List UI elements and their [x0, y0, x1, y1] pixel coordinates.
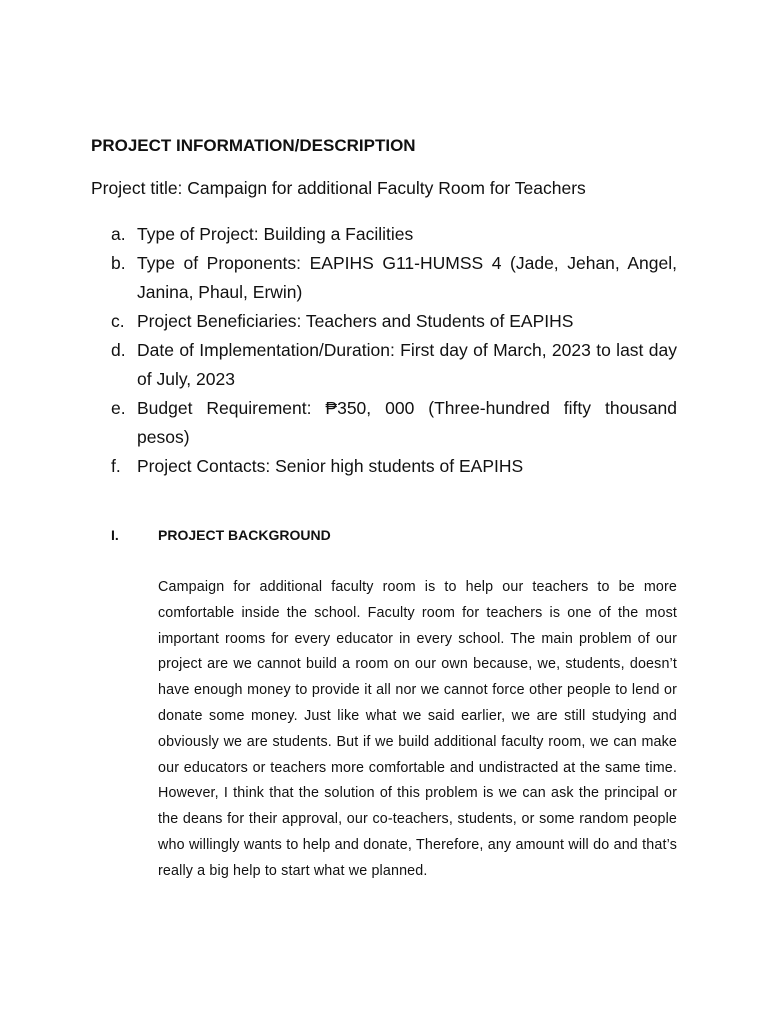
- list-item: [91, 307, 677, 336]
- project-info-list: [91, 220, 677, 481]
- list-item: [91, 249, 677, 307]
- list-item: [91, 336, 677, 394]
- list-item: [91, 394, 677, 452]
- background-section-number: I.: [111, 527, 119, 543]
- list-marker: b.: [111, 253, 126, 273]
- list-marker: d.: [111, 340, 126, 360]
- list-item: [91, 220, 677, 249]
- list-item-text: Project Beneficiaries: Teachers and Students of EAPIHS: [137, 311, 574, 331]
- list-item-text: Date of Implementation/Duration: First day of March, 2023 to last day of July, 2023: [137, 340, 677, 389]
- list-marker: c.: [111, 311, 125, 331]
- list-marker: f.: [111, 456, 121, 476]
- project-title: Project title: Campaign for additional Faculty Room for Teachers: [91, 178, 586, 198]
- background-section-title: PROJECT BACKGROUND: [158, 527, 331, 543]
- background-paragraph: Campaign for additional faculty room is to help our teachers to be more comfortable inside the school. Faculty room for teachers is one of the most important rooms for every educator in every school. The main problem of our project are we cannot build a room on our own because, we, students, doesn’t have enough money to provide it all nor we cannot force other people to lend or donate some money. Just like what we said earlier, we are still studying and obviously we are students. But if we build additional faculty room, we can make our educators or teachers more comfortable and undistracted at the same time. However, I think that the solution of this problem is we can ask the principal or the deans for their approval, our co-teachers, students, or some random people who willingly wants to help and donate, Therefore, any amount will do and that’s really a big help to start what we planned.: [158, 579, 677, 879]
- list-marker: e.: [111, 398, 126, 418]
- list-item-text: Type of Project: Building a Facilities: [137, 224, 414, 244]
- list-item: [91, 452, 677, 481]
- list-item-text: Project Contacts: Senior high students of EAPIHS: [137, 456, 524, 476]
- list-item-text: Budget Requirement: ₱350, 000 (Three-hundred fifty thousand pesos): [137, 398, 677, 447]
- list-item-text: Type of Proponents: EAPIHS G11-HUMSS 4 (Jade, Jehan, Angel, Janina, Phaul, Erwin): [137, 253, 677, 302]
- list-marker: a.: [111, 224, 126, 244]
- section-heading: PROJECT INFORMATION/DESCRIPTION: [91, 136, 416, 155]
